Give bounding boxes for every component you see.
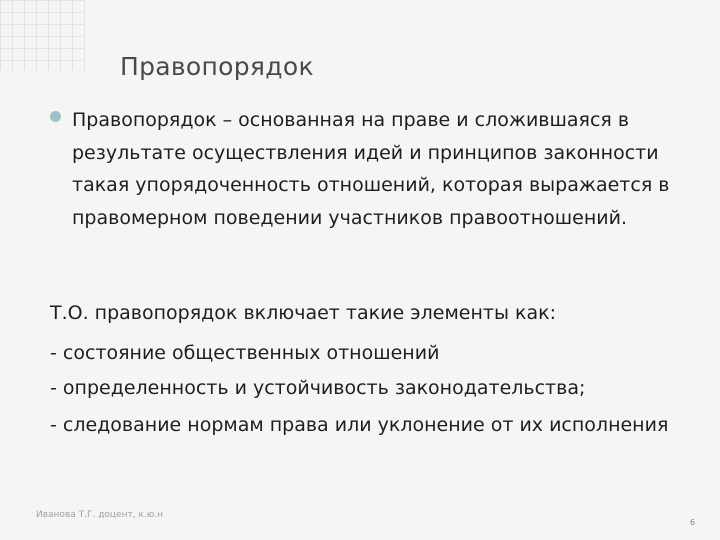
corner-grid-decoration	[0, 0, 85, 70]
bullet-dot-icon	[50, 111, 61, 122]
intro-line: Т.О. правопорядок включает такие элементы как:	[50, 302, 556, 324]
slide-title: Правопорядок	[120, 52, 314, 81]
element-line-3: - следование нормам права или уклонение от их исполнения	[50, 414, 669, 436]
element-line-2: - определенность и устойчивость законодательства;	[50, 377, 586, 399]
page-number: 6	[690, 518, 696, 527]
element-line-1: - состояние общественных отношений	[50, 342, 440, 364]
definition-text: Правопорядок – основанная на праве и сложившаяся в результате осуществления идей и принципов законности такая упорядоченность отношений, которая выражается в правомерном поведении участников правоотношений.	[72, 109, 670, 229]
footer-author: Иванова Т.Г. доцент, к.ю.н	[36, 510, 164, 520]
